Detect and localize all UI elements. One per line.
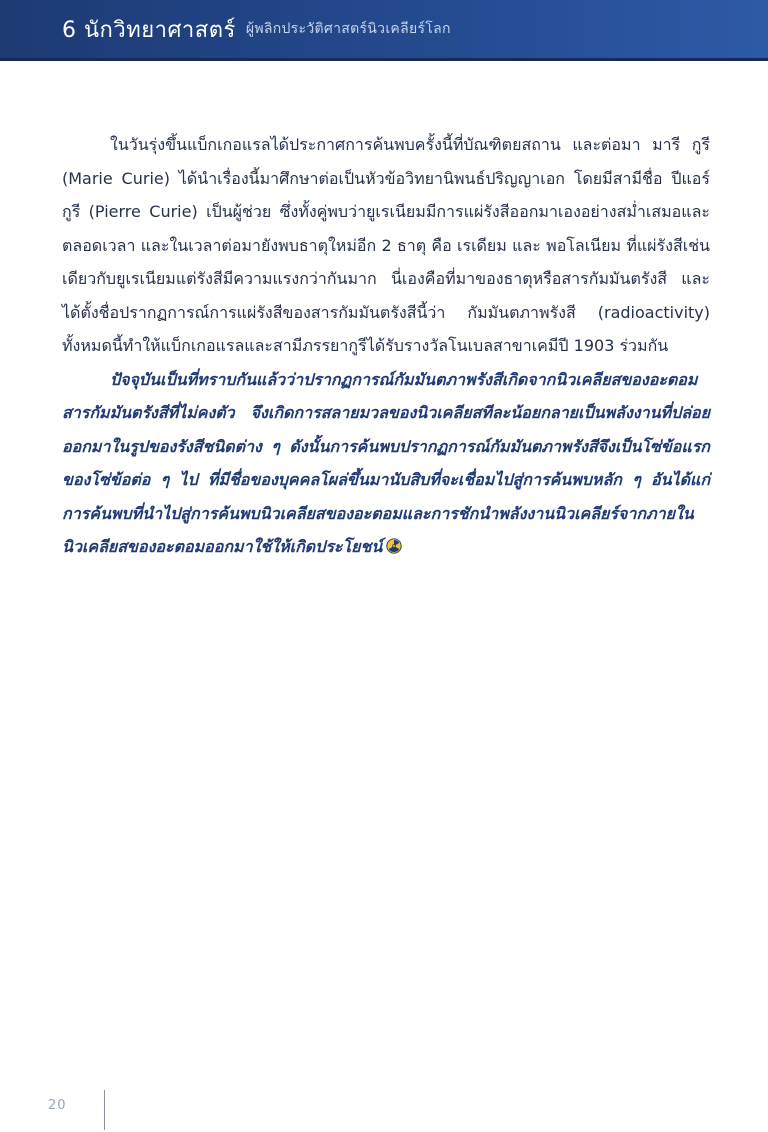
footer-divider — [104, 1090, 105, 1130]
header-rule — [0, 58, 768, 61]
body-paragraph-1: ในวันรุ่งขึ้นแบ็กเกอแรลได้ประกาศการค้นพบครั้งนี้ที่บัณฑิตยสถาน และต่อมา มารี กูรี (Marie Curie) ได้นำเรื่องนี้มาศึกษาต่อเป็นหัวข้อวิทยานิพนธ์ปริญญาเอก โดยมีสามีชื่อ ปีแอร์ กูรี (Pierre Curie) เป็นผู้ช่วย ซึ่งทั้งคู่พบว่ายูเรเนียมมีการแผ่รังสีออกมาเองอย่างสม่ำเสมอและตลอดเวลา และในเวลาต่อมายังพบธาตุใหม่อีก 2 ธาตุ คือ เรเดียม และ พอโลเนียม ที่แผ่รังสีเช่นเดียวกับยูเรเนียมแต่รังสีมีความแรงกว่ากันมาก นี่เองคือที่มาของธาตุหรือสารกัมมันตรังสี และได้ตั้งชื่อปรากฏการณ์การแผ่รังสีของสารกัมมันตรังสีนี้ว่า กัมมันตภาพรังสี (radioactivity) ทั้งหมดนี้ทำให้แบ็กเกอแรลและสามีภรรยากูรีได้รับรางวัลโนเบลสาขาเคมีปี 1903 ร่วมกัน — [62, 135, 710, 355]
header-subtitle: ผู้พลิกประวัติศาสตร์นิวเคลียร์โลก — [245, 21, 451, 37]
page-number: 20 — [48, 1098, 67, 1113]
body-paragraph-2-text: ปัจจุบันเป็นที่ทราบกันแล้วว่าปรากฏการณ์กัมมันตภาพรังสีเกิดจากนิวเคลียสของอะตอมสารกัมมันตรังสีที่ไม่คงตัว จึงเกิดการสลายมวลของนิวเคลียสทีละน้อยกลายเป็นพลังงานที่ปล่อยออกมาในรูปของรังสีชนิดต่าง ๆ ดังนั้นการค้นพบปรากฏการณ์กัมมันตภาพรังสีจึงเป็นโซ่ข้อแรกของโซ่ข้อต่อ ๆ ไป ที่มีชื่อของบุคคลโผล่ขึ้นมานับสิบที่จะเชื่อมไปสู่การค้นพบหลัก ๆ อันได้แก่การค้นพบที่นำไปสู่การค้นพบนิวเคลียสของอะตอมและการชักนำพลังงานนิวเคลียร์จากภายในนิวเคลียสของอะตอมออกมาใช้ให้เกิดประโยชน์ — [62, 369, 710, 556]
header-title: 6 นักวิทยาศาสตร์ — [62, 17, 236, 43]
page-content — [62, 128, 710, 564]
body-paragraph-2 — [62, 363, 710, 564]
radiation-icon — [386, 538, 402, 554]
page-header — [0, 0, 768, 58]
